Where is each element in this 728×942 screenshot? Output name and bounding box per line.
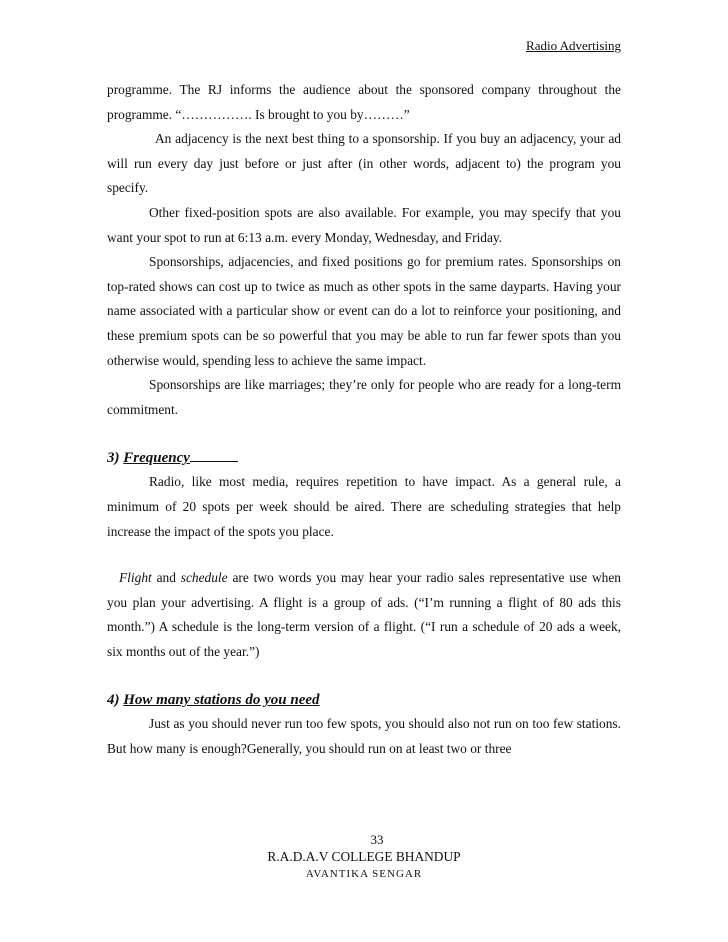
section-heading-frequency [107,446,621,470]
term-connector: and [151,570,181,586]
page-footer [0,832,728,882]
paragraph-flight-rest: are two words you may hear your radio sales representative use when you plan your advertising. A flight is a group of ads. (“I’m running a flight of 80 ads this month.”) A schedule is the long-term version of a flight. (“I run a schedule of 20 ads a week, six months out of the year.”) [107,570,622,659]
section-heading-stations [107,688,621,712]
paragraph-sponsorship-continued: programme. The RJ informs the audience about the sponsored company throughout the programme. “……………. Is brought to you by………” [107,82,621,122]
paragraph-adjacency: An adjacency is the next best thing to a sponsorship. If you buy an adjacency, your ad will run every day just before or just after (in other words, adjacent to) the program you specify. [107,131,621,196]
page-number: 33 [370,832,384,847]
running-header: Radio Advertising [526,38,621,53]
term-schedule: schedule [180,570,228,586]
paragraph-marriages: Sponsorships are like marriages; they’re only for people who are ready for a long-term commitment. [107,377,621,417]
section-title: How many stations do you need [123,692,320,709]
term-flight: Flight [119,570,152,586]
section-title: Frequency [123,450,190,467]
paragraph-flight-schedule [107,566,621,664]
paragraph-premium-rates: Sponsorships, adjacencies, and fixed positions go for premium rates. Sponsorships on top-rated shows can cost up to twice as much as other spots in the same dayparts. Having your name associated with a particular show or event can do a lot to reinforce your positioning, and these premium spots can be so powerful that you may be able to run far fewer spots than you otherwise would, spending less to achieve the same impact. [107,254,621,368]
paragraph-repetition: Radio, like most media, requires repetition to have impact. As a general rule, a minimum of 20 spots per week should be aired. There are scheduling strategies that help increase the impact of the spots you place. [107,474,621,539]
paragraph-stations: Just as you should never run too few spots, you should also not run on too few stations. But how many is enough?Generally, you should run on at least two or three [107,716,621,757]
paragraph-fixed-position: Other fixed-position spots are also available. For example, you may specify that you want your spot to run at 6:13 a.m. every Monday, Wednesday, and Friday. [107,204,621,245]
section-number: 4) [107,692,120,709]
heading-underline-rule [190,449,238,462]
author-name: AVANTIKA SENGAR [305,868,423,880]
page-body [107,78,621,762]
college-name: R.A.D.A.V COLLEGE BHANDUP [267,849,461,864]
section-number: 3) [107,450,120,467]
